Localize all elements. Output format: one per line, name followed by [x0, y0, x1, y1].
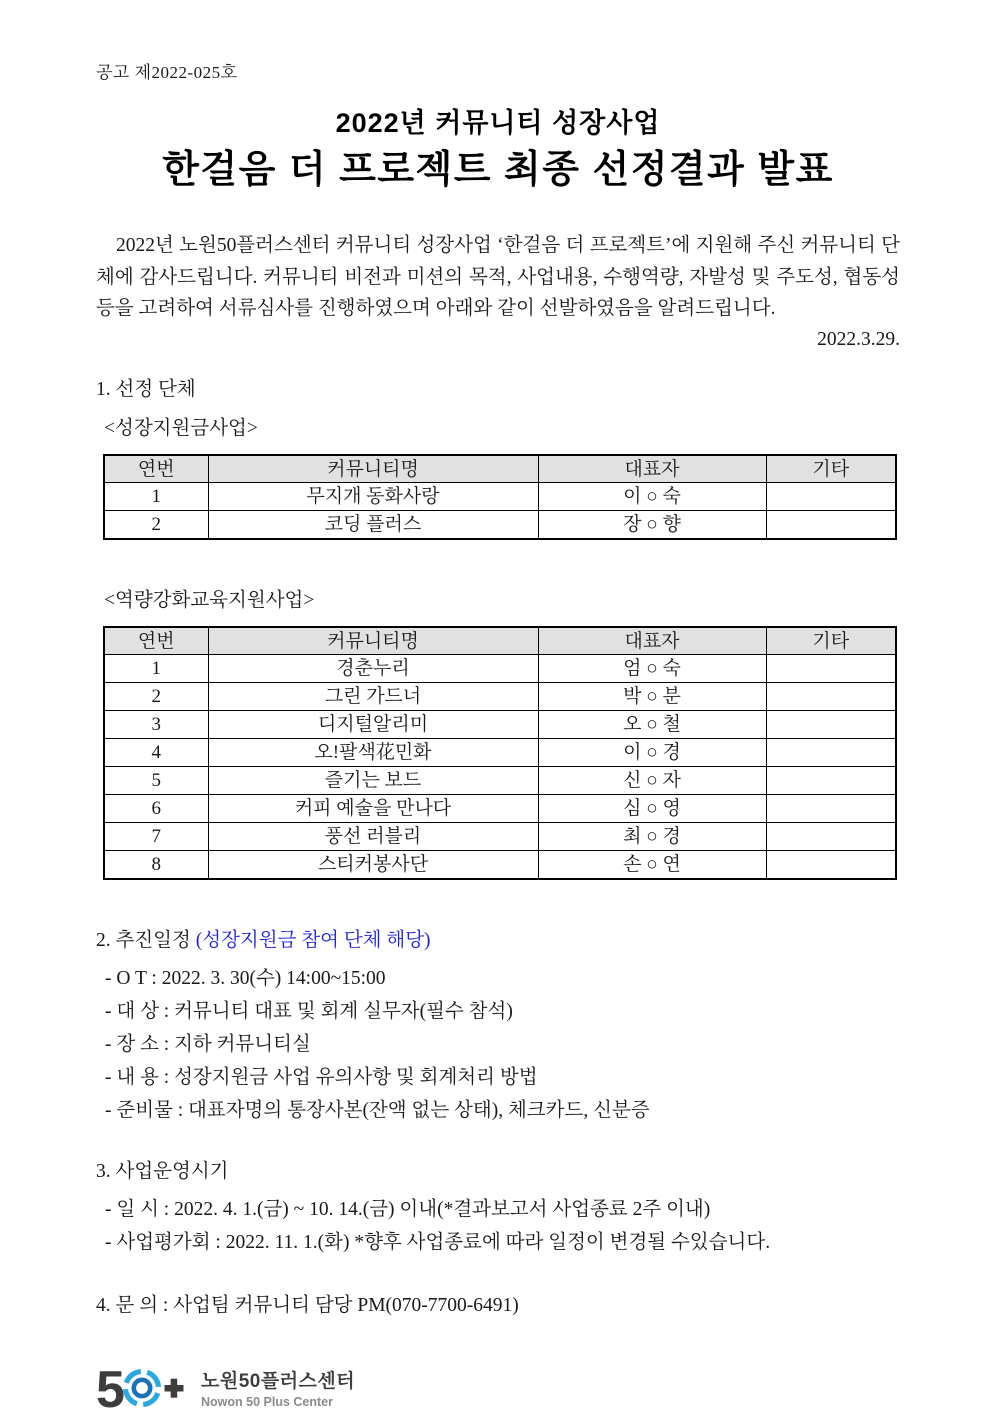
cell-representative: 장 ○ 향: [538, 511, 766, 539]
cell-community: 풍선 러블리: [208, 823, 538, 851]
logo-text: [201, 1366, 355, 1409]
title-block: [96, 107, 900, 194]
capacity-education-table: [103, 626, 897, 880]
cell-no: 1: [104, 655, 208, 683]
cell-representative: 손 ○ 연: [538, 851, 766, 879]
cell-no: 1: [104, 483, 208, 511]
cell-no: 2: [104, 511, 208, 539]
cell-etc: [766, 795, 896, 823]
header-cell-no: 연번: [104, 455, 208, 483]
cell-representative: 신 ○ 자: [538, 767, 766, 795]
section3-heading: 3. 사업운영시기: [96, 1160, 229, 1182]
section2-note: (성장지원금 참여 단체 해당): [195, 929, 431, 951]
table-header-row: [104, 627, 896, 655]
cell-etc: [766, 851, 896, 879]
footer-logo: [96, 1357, 900, 1419]
cell-community: 그린 가드너: [208, 683, 538, 711]
cell-community: 오!팔색花민화: [208, 739, 538, 767]
cell-etc: [766, 483, 896, 511]
cell-representative: 심 ○ 영: [538, 795, 766, 823]
logo-name-ko: 노원50플러스센터: [201, 1371, 356, 1393]
period-item-dates: - 일 시 : 2022. 4. 1.(금) ~ 10. 14.(금) 이내(*결과보고서 사업종료 2주 이내): [105, 1198, 711, 1220]
cell-etc: [766, 739, 896, 767]
table-row: [104, 683, 896, 711]
cell-no: 6: [104, 795, 208, 823]
section2-items: [105, 962, 900, 1127]
intro-paragraph: 2022년 노원50플러스센터 커뮤니티 성장사업 ‘한걸음 더 프로젝트’에 지원해 주신 커뮤니티 단체에 감사드립니다. 커뮤니티 비전과 미션의 목적, 사업내용, 수행역량, 자발성 및 주도성, 협동성 등을 고려하여 서류심사를 진행하였으며 아래와 같이 선발하였음을 알려드립니다.: [96, 235, 900, 320]
table-row: [104, 795, 896, 823]
table-row: [104, 711, 896, 739]
cell-community: 디지털알리미: [208, 711, 538, 739]
cell-no: 4: [104, 739, 208, 767]
table-row: [104, 483, 896, 511]
svg-text:5: 5: [96, 1360, 125, 1419]
cell-etc: [766, 711, 896, 739]
table-row: [104, 823, 896, 851]
cell-etc: [766, 511, 896, 539]
cell-community: 커피 예술을 만나다: [208, 795, 538, 823]
header-cell-representative: 대표자: [538, 455, 766, 483]
cell-etc: [766, 767, 896, 795]
page-title: 한걸음 더 프로젝트 최종 선정결과 발표: [162, 148, 834, 191]
table-row: [104, 851, 896, 879]
cell-community: 무지개 동화사랑: [208, 483, 538, 511]
nowon50plus-logo-icon: [96, 1357, 188, 1419]
table-header-row: [104, 455, 896, 483]
growth-support-table: [103, 454, 897, 540]
subsection1-label: <성장지원금사업>: [104, 417, 258, 439]
header-cell-representative: 대표자: [538, 627, 766, 655]
cell-no: 2: [104, 683, 208, 711]
cell-community: 즐기는 보드: [208, 767, 538, 795]
subsection2-label: <역량강화교육지원사업>: [104, 589, 315, 611]
header-cell-community: 커뮤니티명: [208, 627, 538, 655]
schedule-item-materials: - 준비물 : 대표자명의 통장사본(잔액 없는 상태), 체크카드, 신분증: [105, 1099, 650, 1121]
schedule-item-content: - 내 용 : 성장지원금 사업 유의사항 및 회계처리 방법: [105, 1066, 538, 1088]
header-cell-community: 커뮤니티명: [208, 455, 538, 483]
cell-no: 5: [104, 767, 208, 795]
cell-representative: 오 ○ 철: [538, 711, 766, 739]
cell-representative: 최 ○ 경: [538, 823, 766, 851]
section2-heading-text: 2. 추진일정: [96, 929, 196, 951]
header-cell-etc: 기타: [766, 455, 896, 483]
cell-etc: [766, 683, 896, 711]
cell-no: 3: [104, 711, 208, 739]
cell-no: 7: [104, 823, 208, 851]
cell-community: 경춘누리: [208, 655, 538, 683]
section3-items: [105, 1193, 900, 1259]
header-cell-etc: 기타: [766, 627, 896, 655]
header-cell-no: 연번: [104, 627, 208, 655]
cell-representative: 이 ○ 숙: [538, 483, 766, 511]
section4-heading: 4. 문 의 : 사업팀 커뮤니티 담당 PM(070-7700-6491): [96, 1294, 519, 1316]
cell-etc: [766, 823, 896, 851]
logo-name-en: Nowon 50 Plus Center: [201, 1395, 333, 1410]
table-row: [104, 739, 896, 767]
section2-heading: [96, 924, 900, 952]
cell-representative: 엄 ○ 숙: [538, 655, 766, 683]
cell-no: 8: [104, 851, 208, 879]
table-row: [104, 655, 896, 683]
schedule-item-target: - 대 상 : 커뮤니티 대표 및 회계 실무자(필수 참석): [105, 1000, 513, 1022]
period-item-evaluation: - 사업평가회 : 2022. 11. 1.(화) *향후 사업종료에 따라 일정이 변경될 수있습니다.: [105, 1231, 771, 1253]
cell-representative: 이 ○ 경: [538, 739, 766, 767]
table-row: [104, 767, 896, 795]
doc-date: 2022.3.29.: [817, 328, 900, 350]
schedule-item-ot: - O T : 2022. 3. 30(수) 14:00~15:00: [105, 967, 386, 989]
title-subtitle: 2022년 커뮤니티 성장사업: [335, 108, 661, 138]
table-row: [104, 511, 896, 539]
cell-community: 코딩 플러스: [208, 511, 538, 539]
section1-heading: 1. 선정 단체: [96, 378, 196, 400]
schedule-item-place: - 장 소 : 지하 커뮤니티실: [105, 1033, 311, 1055]
cell-etc: [766, 655, 896, 683]
doc-number: 공고 제2022-025호: [96, 63, 238, 82]
cell-representative: 박 ○ 분: [538, 683, 766, 711]
cell-community: 스티커봉사단: [208, 851, 538, 879]
